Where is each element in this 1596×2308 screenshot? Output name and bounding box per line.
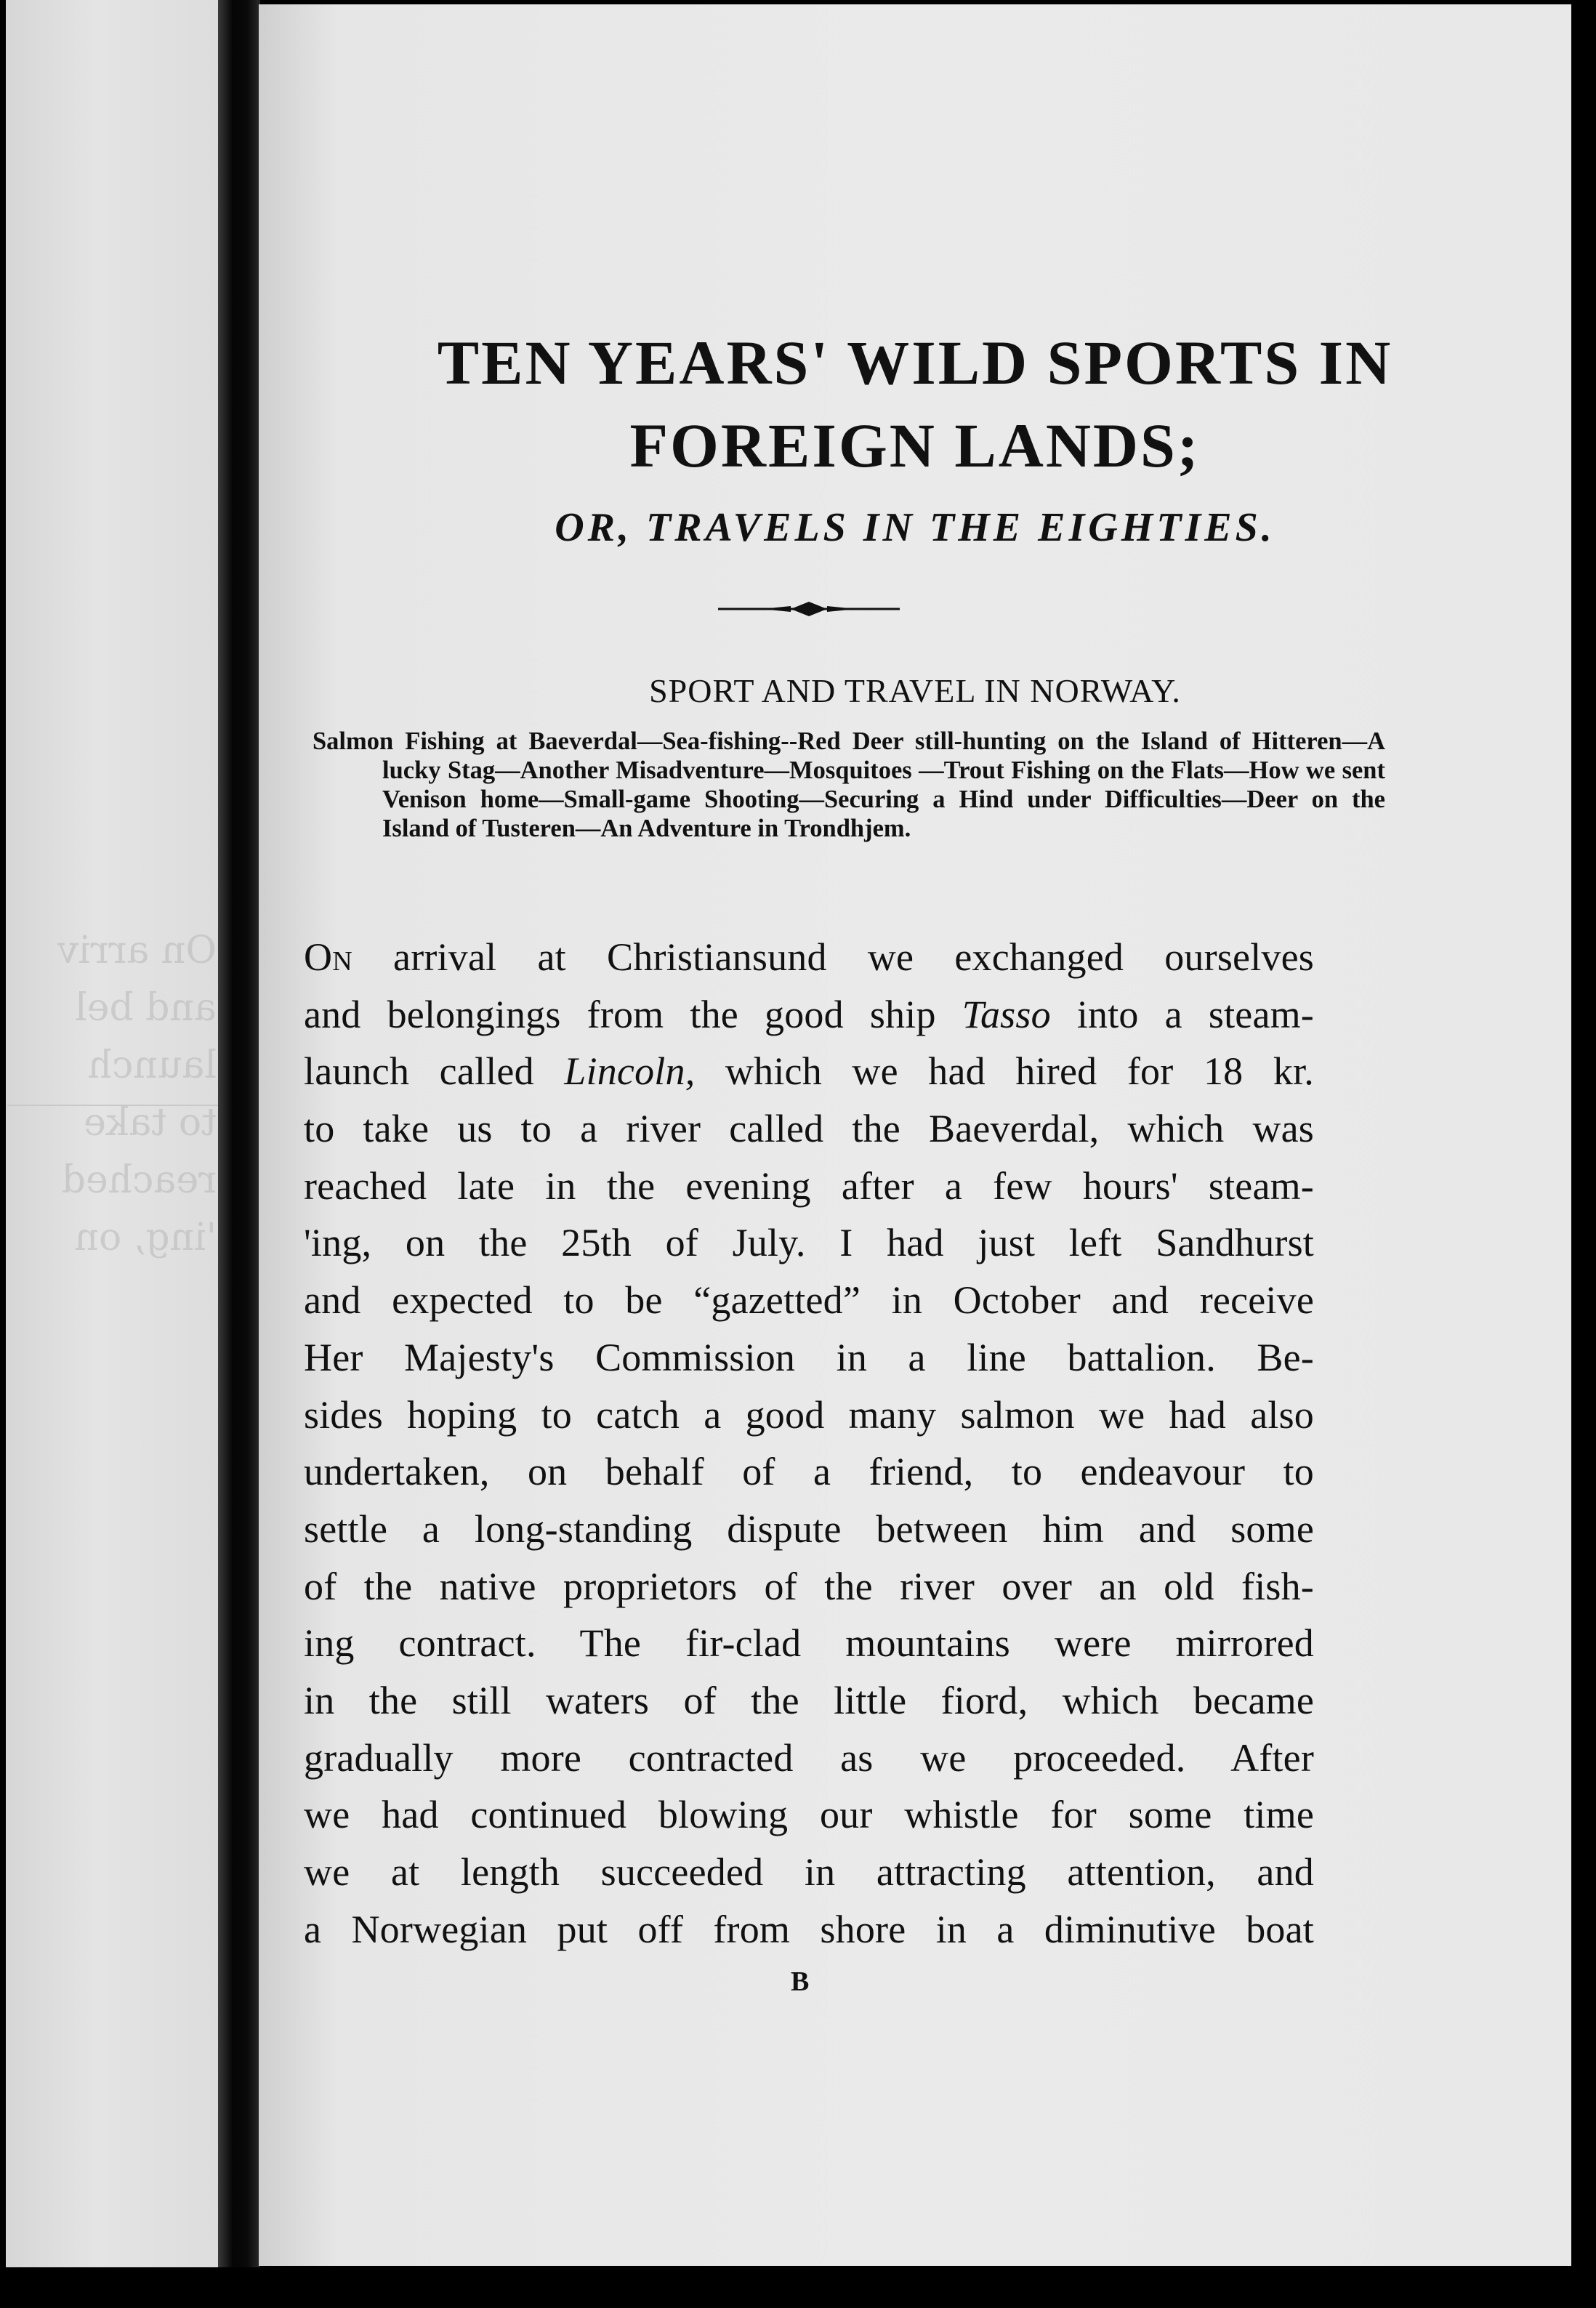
- facing-page-bleed-text: and bel: [75, 986, 217, 1030]
- chapter-title: SPORT AND TRAVEL IN NORWAY.: [649, 672, 1181, 709]
- facing-page-bleed-text: reached: [61, 1158, 217, 1202]
- body-line: settle a long-standing dispute between him and some: [304, 1506, 1314, 1551]
- body-line: a Norwegian put off from shore in a diminutive boat: [304, 1907, 1314, 1951]
- body-line: sides hoping to catch a good many salmon we had also: [304, 1392, 1314, 1437]
- body-line: reached late in the evening after a few hours' steam-: [304, 1163, 1314, 1208]
- signature-mark: B: [791, 1966, 810, 1997]
- book-title-line-2: FOREIGN LANDS;: [629, 411, 1201, 480]
- ornament-divider: [718, 594, 900, 624]
- chapter-synopsis: Salmon Fishing at Baeverdal—Sea-fishing--Red Deer still-hunting on the Island of Hitteren—A lucky Stag—Another Misadventure—Mosquitoes —Trout Fishing on the Flats—How we sent Venison home—Small-game Shooting—Securing a Hind under Difficulties—Deer on the Island of Tusteren—An Adventure in Trondhjem.: [313, 727, 1385, 842]
- body-line: we had continued blowing our whistle for some time: [304, 1793, 1314, 1837]
- facing-page-bleed-text: 'ing, on: [74, 1216, 217, 1259]
- book-title-line-1: TEN YEARS' WILD SPORTS IN: [437, 328, 1393, 398]
- body-line: launch called Lincoln, which we had hired for 18 kr.: [304, 1049, 1314, 1094]
- body-line: On arrival at Christiansund we exchanged ourselves: [304, 935, 1314, 979]
- body-line: ing contract. The fir-clad mountains were mirrored: [304, 1621, 1314, 1666]
- body-line: we at length succeeded in attracting attention, and: [304, 1850, 1314, 1894]
- book-spine-gutter: [218, 0, 260, 2267]
- facing-page-bleed-text: to take: [84, 1101, 217, 1145]
- facing-page-bleed-text: On arriv: [57, 929, 217, 972]
- book-subtitle: OR, TRAVELS IN THE EIGHTIES.: [555, 505, 1275, 550]
- facing-page-bleed-text: launch: [87, 1044, 217, 1087]
- body-line: and belongings from the good ship Tasso into a steam-: [304, 992, 1314, 1036]
- body-line: in the still waters of the little fiord, which became: [304, 1678, 1314, 1722]
- body-line: 'ing, on the 25th of July. I had just left Sandhurst: [304, 1221, 1314, 1265]
- body-line: to take us to a river called the Baeverdal, which was: [304, 1107, 1314, 1151]
- body-text: [304, 929, 1314, 1958]
- body-line: and expected to be “gazetted” in October and receive: [304, 1278, 1314, 1323]
- body-line: Her Majesty's Commission in a line battalion. Be-: [304, 1335, 1314, 1379]
- body-line: gradually more contracted as we proceeded. After: [304, 1735, 1314, 1780]
- body-line: of the native proprietors of the river over an old fish-: [304, 1564, 1314, 1608]
- body-line: undertaken, on behalf of a friend, to endeavour to: [304, 1450, 1314, 1494]
